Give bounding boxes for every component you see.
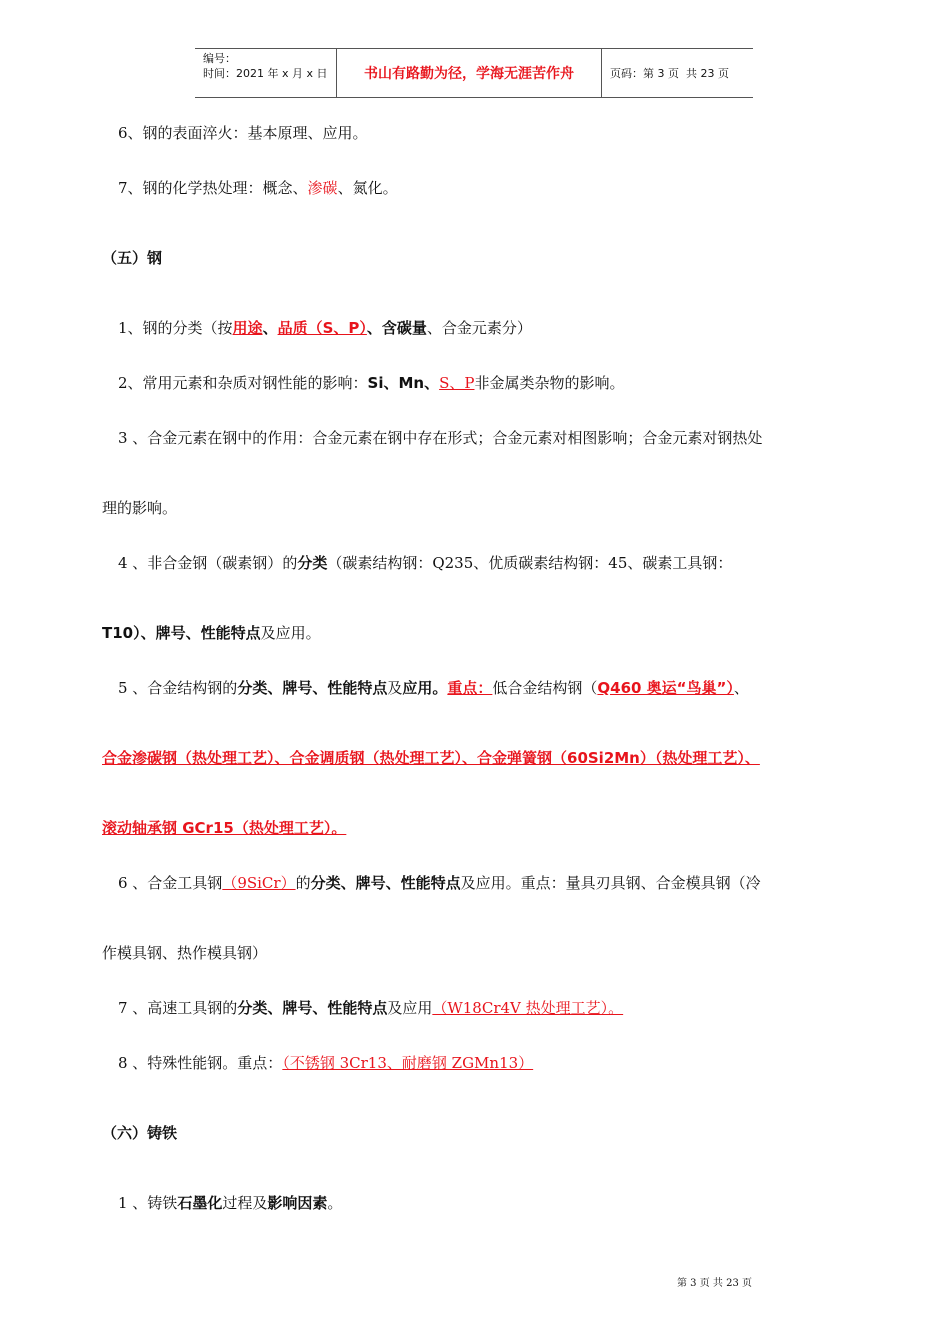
text-line (118, 373, 625, 393)
bold-text: 石墨化 (177, 1194, 223, 1212)
section-heading: （五）钢 (102, 249, 163, 267)
line-text: 的 (295, 874, 311, 892)
text-line (118, 678, 749, 698)
bold-text: 应用。 (402, 679, 448, 697)
header-motto: 书山有路勤为径，学海无涯苦作舟 (337, 49, 602, 97)
text-line (118, 1053, 533, 1073)
header-time: 时间：2021 年 x 月 x 日 (203, 67, 328, 80)
bold-text: 分类 (297, 554, 328, 572)
text-line (118, 318, 532, 338)
bold-text: T10）、牌号、性能特点 (102, 624, 261, 642)
line-text: 、合金元素分） (426, 319, 532, 337)
line-text: （碳素结构钢：Q235、优质碳素结构钢：45、碳素工具钢： (327, 554, 733, 572)
line-text: 3 、合金元素在钢中的作用：合金元素在钢中存在形式；合金元素对相图影响；合金元素对钢热处 (118, 429, 763, 447)
line-text: 理的影响。 (102, 499, 178, 517)
highlight-text: 用途 (232, 319, 263, 337)
highlight-text: 重点： (447, 679, 493, 697)
text-line (118, 123, 368, 143)
line-text: 8 、特殊性能钢。重点： (118, 1054, 283, 1072)
text-line (118, 873, 761, 893)
highlight-text: （9SiCr） (222, 874, 296, 892)
line-text: 5 、合金结构钢的 (118, 679, 238, 697)
line-text: 1 、铸铁 (118, 1194, 178, 1212)
line-text: 。 (327, 1194, 343, 1212)
highlight-text: 渗碳 (307, 179, 338, 197)
bold-text: Si、Mn、 (367, 374, 440, 392)
line-text: 及应用。 (260, 624, 321, 642)
line-text: 6、钢的表面淬火：基本原理、应用。 (118, 124, 368, 142)
highlight-text: Q460 奥运“鸟巢”） (597, 679, 734, 697)
text-line (118, 1193, 342, 1213)
line-text: 1、钢的分类（按 (118, 319, 233, 337)
page-footer: 第 3 页 共 23 页 (677, 1278, 752, 1289)
line-text: 4 、非合金钢（碳素钢）的 (118, 554, 298, 572)
page-header (195, 48, 753, 98)
text-line (118, 553, 732, 573)
highlight-text: （不锈钢 3Cr13、耐磨钢 ZGMn13） (282, 1054, 534, 1072)
line-text: 过程及 (222, 1194, 268, 1212)
highlight-text: 品质（S、P） (277, 319, 367, 337)
highlight-text: 合金渗碳钢（热处理工艺）、合金调质钢（热处理工艺）、合金弹簧钢（60Si2Mn）（热处理工艺）、 (102, 749, 760, 767)
bold-text: 分类、牌号、性能特点 (237, 999, 388, 1017)
highlight-text: （W18Cr4V 热处理工艺）。 (432, 999, 624, 1017)
line-text: 、 (733, 679, 749, 697)
header-meta (195, 49, 337, 97)
line-text: 7、钢的化学热处理：概念、 (118, 179, 308, 197)
text-line (102, 748, 760, 768)
bold-text: 含碳量 (381, 319, 427, 337)
text-line (118, 998, 623, 1018)
text-line (102, 818, 346, 838)
line-text: 非金属类杂物的影响。 (474, 374, 625, 392)
header-number: 编号： (203, 52, 236, 65)
text-line (102, 498, 177, 518)
line-text: 6 、合金工具钢 (118, 874, 223, 892)
line-text: 及 (387, 679, 403, 697)
bold-text: 分类、牌号、性能特点 (310, 874, 461, 892)
highlight-text: S、P (439, 374, 475, 392)
text-line (102, 623, 321, 643)
line-text: 、氮化。 (337, 179, 398, 197)
line-text: 7 、高速工具钢的 (118, 999, 238, 1017)
bold-text: 分类、牌号、性能特点 (237, 679, 388, 697)
text-line (102, 943, 267, 963)
line-text: 、 (262, 319, 278, 337)
line-text: 及应用。重点：量具刃具钢、合金模具钢（冷 (460, 874, 761, 892)
header-page-info: 页码：第 3 页 共 23 页 (610, 67, 729, 80)
bold-text: 影响因素 (267, 1194, 328, 1212)
text-line (118, 428, 762, 448)
line-text: 、 (366, 319, 382, 337)
line-text: 及应用 (387, 999, 433, 1017)
line-text: 作模具钢、热作模具钢） (102, 944, 268, 962)
section-heading: （六）铸铁 (102, 1124, 178, 1142)
highlight-text: 滚动轴承钢 GCr15（热处理工艺）。 (102, 819, 347, 837)
line-text: 2、常用元素和杂质对钢性能的影响： (118, 374, 368, 392)
text-line (118, 178, 398, 198)
line-text: 低合金结构钢（ (492, 679, 598, 697)
